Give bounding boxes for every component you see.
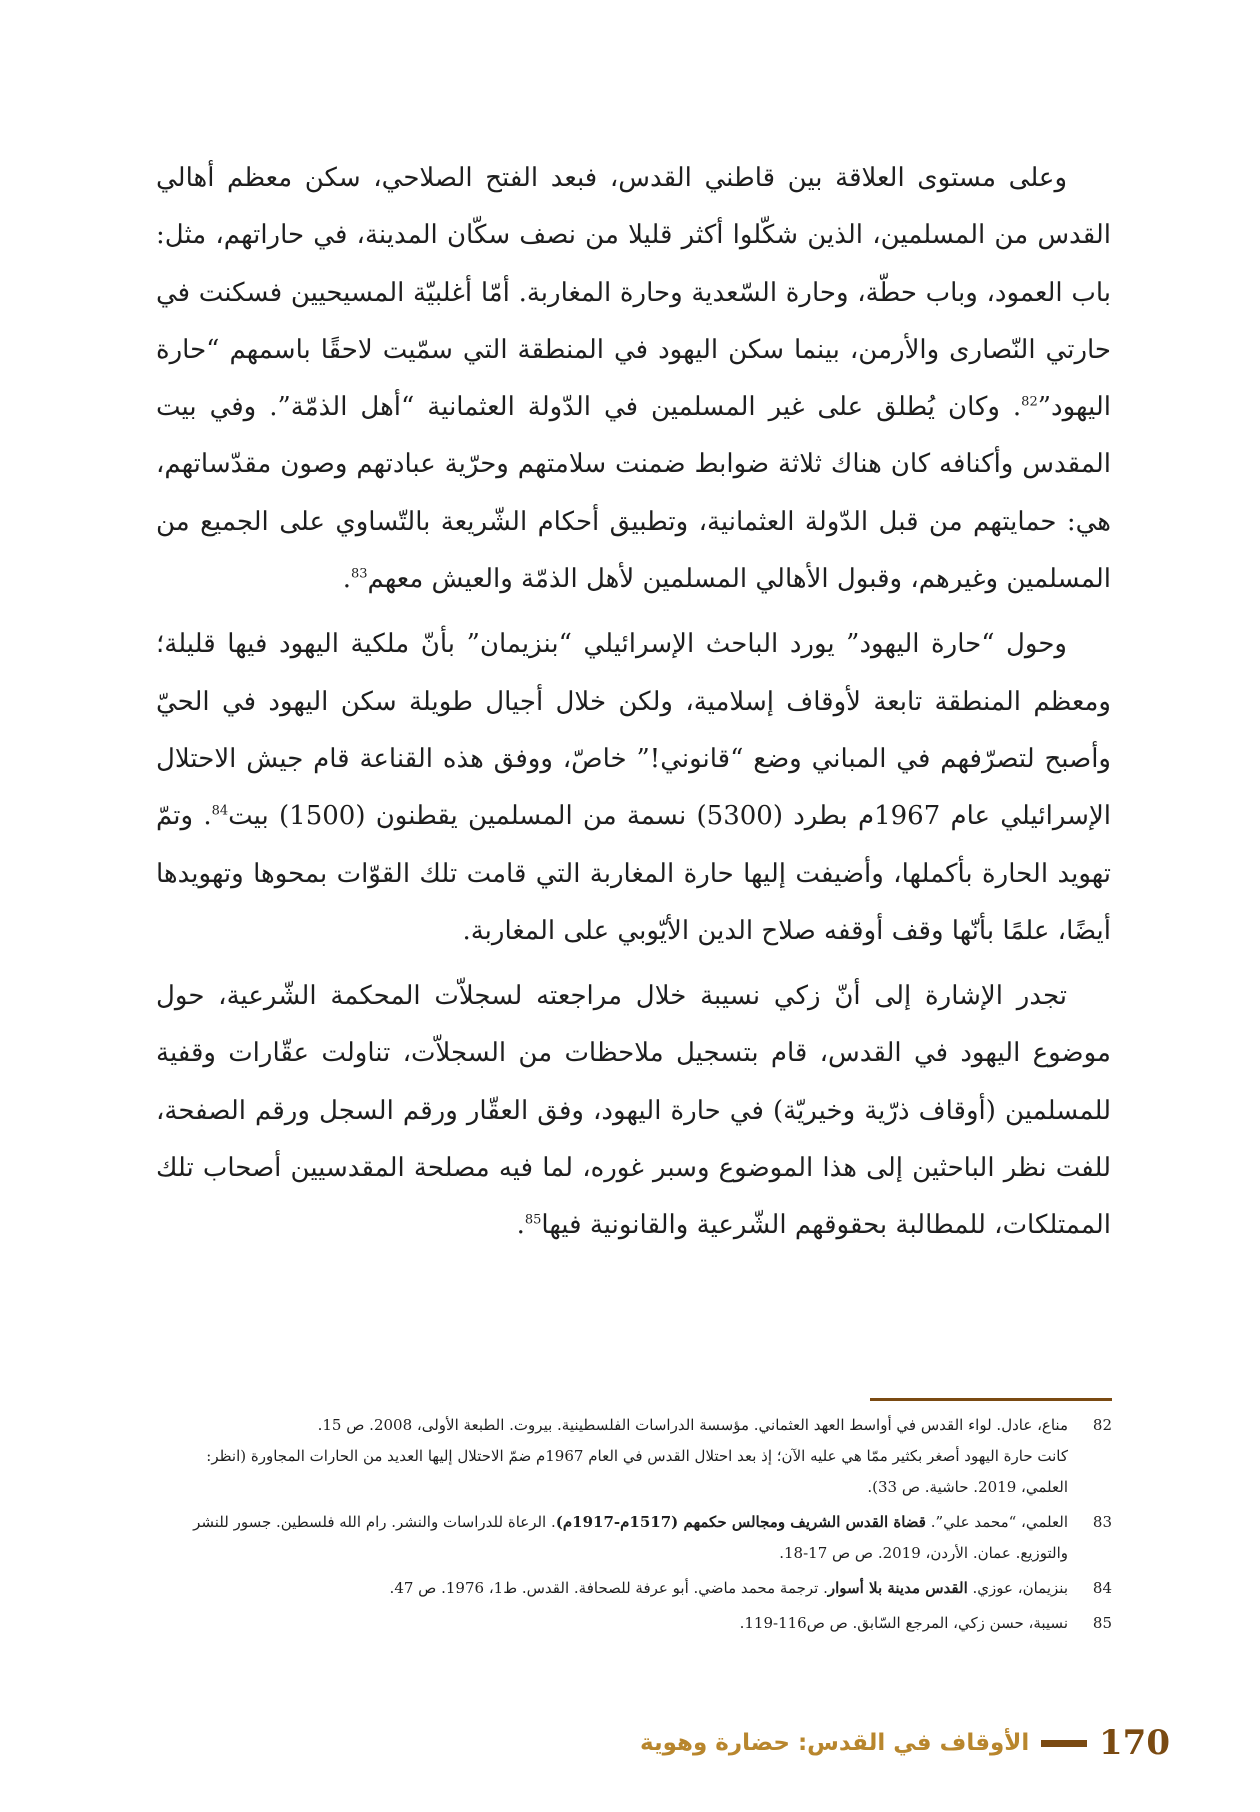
footnote-82: [190, 1410, 1112, 1503]
footnote-number: 84: [1092, 1579, 1112, 1597]
paragraph-3: [156, 968, 1111, 1254]
citation-author: بنزيمان، عوزي.: [967, 1579, 1068, 1597]
footnote-line: كانت حارة اليهود أصغر بكثير ممّا هي عليه الآن؛ إذ بعد احتلال القدس في العام 1967م ضمّ الاحتلال إليها العديد من الحارات المجاورة (انظر: العلمي، 2019. حاشية. ص 33).: [206, 1447, 1068, 1496]
paragraph-2-text-b: . وتمّ تهويد الحارة بأكملها، وأضيفت إليها حارة المغاربة التي قامت تلك القوّات بمحوها وتهويدها أيضًا، علمًا بأنّها وقف أوقفه صلاح الدين الأيّوبي على المغاربة.: [156, 801, 1111, 946]
footnote-line: مناع، عادل. لواء القدس في أواسط العهد العثماني. مؤسسة الدراسات الفلسطينية. بيروت. الطبعة الأولى، 2008. ص 15.: [317, 1416, 1068, 1434]
paragraph-3-text-b: .: [516, 1210, 525, 1241]
footnote-text: [190, 1507, 1068, 1569]
footnote-number: 83: [1092, 1513, 1112, 1531]
footnote-ref-82[interactable]: 82: [1021, 394, 1038, 410]
paragraph-1-text-a: وعلى مستوى العلاقة بين قاطني القدس، فبعد الفتح الصلاحي، سكن معظم أهالي القدس من المسلمين، الذين شكّلوا أكثر قليلا من نصف سكّان المدينة، في حاراتهم، مثل: باب العمود، وباب حطّة، وحارة السّعدية وحارة المغاربة. أمّا أغلبيّة المسيحيين فسكنت في حارتي النّصارى والأرمن، بينما سكن اليهود في المنطقة التي سمّيت لاحقًا باسمهم “حارة اليهود”: [156, 163, 1111, 423]
page-number: 170: [1099, 1723, 1170, 1763]
footnotes: [190, 1410, 1112, 1643]
footnote-number: 82: [1092, 1416, 1112, 1434]
footnote-text: [190, 1573, 1068, 1604]
footnote-83: [190, 1507, 1112, 1569]
citation-details: . الرعاة للدراسات والنشر. رام الله فلسطين. جسور للنشر والتوزيع. عمان. الأردن، 2019. ص ص 17-18.: [193, 1513, 1068, 1562]
footer-divider-bar: [1041, 1740, 1087, 1747]
running-footer: [640, 1718, 1170, 1768]
paragraph-2: [156, 616, 1111, 960]
citation-author: العلمي، “محمد علي”.: [925, 1513, 1068, 1531]
paragraph-3-text-a: تجدر الإشارة إلى أنّ زكي نسيبة خلال مراجعته لسجلاّت المحكمة الشّرعية، حول موضوع اليهود في القدس، قام بتسجيل ملاحظات من السجلاّت، تناولت عقّارات وقفية للمسلمين (أوقاف ذرّية وخيريّة) في حارة اليهود، وفق العقّار ورقم السجل ورقم الصفحة، للفت نظر الباحثين إلى هذا الموضوع وسبر غوره، لما فيه مصلحة المقدسيين أصحاب تلك الممتلكات، للمطالبة بحقوقهم الشّرعية والقانونية فيها: [156, 981, 1111, 1241]
book-title: الأوقاف في القدس: حضارة وهوية: [640, 1730, 1030, 1756]
body-text: [156, 150, 1111, 1263]
footnote-number: 85: [1092, 1614, 1112, 1632]
citation-title: قضاة القدس الشريف ومجالس حكمهم (1517م-1917م): [555, 1513, 926, 1531]
footnote-ref-83[interactable]: 83: [350, 566, 368, 582]
footnote-ref-84[interactable]: 84: [211, 803, 229, 819]
paragraph-1-text-c: .: [342, 564, 351, 595]
citation-title: القدس مدينة بلا أسوار: [827, 1579, 968, 1597]
footnote-text: [190, 1410, 1068, 1503]
footnote-divider: [870, 1398, 1112, 1401]
paragraph-1: [156, 150, 1111, 608]
citation-details: . ترجمة محمد ماضي. أبو عرفة للصحافة. القدس. ط1، 1976. ص 47.: [389, 1579, 828, 1597]
footnote-84: [190, 1573, 1112, 1604]
paragraph-1-text-b: . وكان يُطلق على غير المسلمين في الدّولة العثمانية “أهل الذمّة”. وفي بيت المقدس وأكنافه كان هناك ثلاثة ضوابط ضمنت سلامتهم وحرّية عبادتهم وصون مقدّساتهم، هي: حمايتهم من قبل الدّولة العثمانية، وتطبيق أحكام الشّريعة بالتّساوي على الجميع من المسلمين وغيرهم، وقبول الأهالي المسلمين لأهل الذمّة والعيش معهم: [156, 392, 1111, 595]
footnote-ref-85[interactable]: 85: [524, 1212, 542, 1228]
paragraph-2-text-a: وحول “حارة اليهود” يورد الباحث الإسرائيلي “بنزيمان” بأنّ ملكية اليهود فيها قليلة؛ ومعظم المنطقة تابعة لأوقاف إسلامية، ولكن خلال أجيال طويلة سكن اليهود في الحيّ وأصبح لتصرّفهم في المباني وضع “قانوني!” خاصّ، ووفق هذه القناعة قام جيش الاحتلال الإسرائيلي عام 1967م بطرد (5300) نسمة من المسلمين يقطنون (1500) بيت: [156, 629, 1112, 832]
footnote-85: [190, 1608, 1112, 1639]
footnote-text: نسيبة، حسن زكي، المرجع السّابق. ص ص116-119.: [739, 1614, 1068, 1632]
